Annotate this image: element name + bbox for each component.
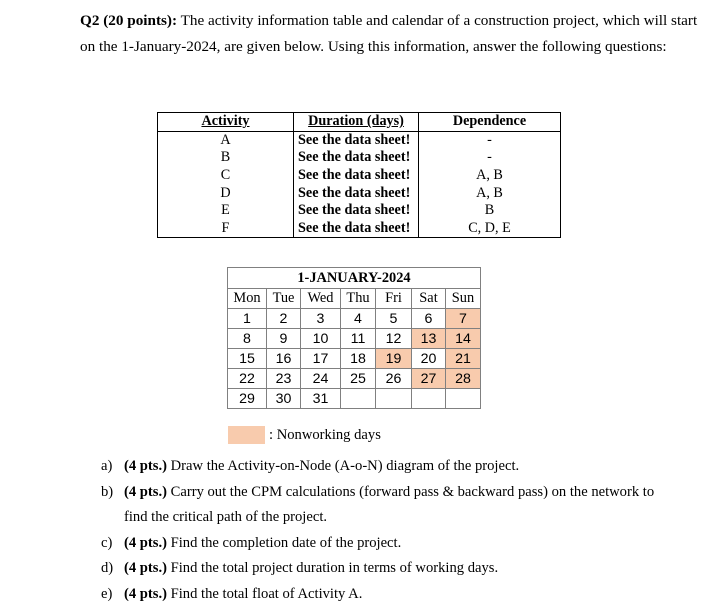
activity-cell-duration: See the data sheet! bbox=[294, 202, 419, 220]
activity-cell-dependence: B bbox=[419, 202, 561, 220]
calendar-week bbox=[228, 369, 481, 389]
calendar-date: 8 bbox=[228, 329, 267, 349]
calendar-date: 24 bbox=[301, 369, 341, 389]
calendar-date: 6 bbox=[412, 309, 446, 329]
activity-cell-duration: See the data sheet! bbox=[294, 149, 419, 167]
question-points: (4 pts.) bbox=[124, 483, 167, 500]
calendar-title: 1-JANUARY-2024 bbox=[228, 268, 481, 289]
calendar-date: 7 bbox=[446, 309, 481, 329]
activity-cell-activity: D bbox=[158, 184, 294, 202]
calendar-date: 20 bbox=[412, 349, 446, 369]
calendar-date: 18 bbox=[341, 349, 376, 369]
activity-table-header bbox=[158, 113, 561, 132]
activity-cell-activity: F bbox=[158, 220, 294, 238]
question-text: Find the total project duration in terms of working days. bbox=[166, 560, 499, 577]
activity-cell-activity: E bbox=[158, 202, 294, 220]
calendar-date: 27 bbox=[412, 369, 446, 389]
calendar-date: 11 bbox=[341, 329, 376, 349]
question-points: (4 pts.) bbox=[124, 585, 167, 602]
activity-cell-activity: C bbox=[158, 167, 294, 185]
calendar bbox=[227, 267, 481, 409]
header-activity: Activity bbox=[158, 113, 294, 132]
calendar-date: 4 bbox=[341, 309, 376, 329]
activity-row bbox=[158, 220, 561, 238]
calendar-day-header: Tue bbox=[267, 289, 301, 309]
calendar-date: 26 bbox=[376, 369, 412, 389]
activity-cell-dependence: A, B bbox=[419, 167, 561, 185]
question-item bbox=[101, 556, 661, 582]
calendar-date: 13 bbox=[412, 329, 446, 349]
calendar-date bbox=[446, 389, 481, 409]
activity-cell-duration: See the data sheet! bbox=[294, 131, 419, 149]
calendar-date: 23 bbox=[267, 369, 301, 389]
question-tag: c) bbox=[101, 534, 113, 551]
calendar-date: 22 bbox=[228, 369, 267, 389]
question-item bbox=[101, 480, 661, 531]
question-tag: e) bbox=[101, 585, 113, 602]
header-duration: Duration (days) bbox=[294, 113, 419, 132]
question-text: Find the completion date of the project. bbox=[166, 534, 402, 551]
activity-cell-duration: See the data sheet! bbox=[294, 184, 419, 202]
calendar-date: 15 bbox=[228, 349, 267, 369]
question-intro bbox=[80, 8, 700, 60]
calendar-date: 2 bbox=[267, 309, 301, 329]
question-tag: b) bbox=[101, 483, 114, 500]
calendar-date: 29 bbox=[228, 389, 267, 409]
activity-row bbox=[158, 149, 561, 167]
question-item bbox=[101, 454, 661, 480]
question-lead: Q2 (20 points): bbox=[80, 12, 178, 29]
legend-label: : Nonworking days bbox=[269, 426, 381, 443]
header-dependence: Dependence bbox=[419, 113, 561, 132]
activity-cell-duration: See the data sheet! bbox=[294, 167, 419, 185]
calendar-date: 17 bbox=[301, 349, 341, 369]
activity-cell-duration: See the data sheet! bbox=[294, 220, 419, 238]
calendar-date: 19 bbox=[376, 349, 412, 369]
calendar-date: 30 bbox=[267, 389, 301, 409]
activity-cell-activity: B bbox=[158, 149, 294, 167]
calendar-date bbox=[341, 389, 376, 409]
calendar-date: 10 bbox=[301, 329, 341, 349]
legend bbox=[228, 426, 381, 444]
calendar-date: 25 bbox=[341, 369, 376, 389]
question-points: (4 pts.) bbox=[124, 458, 167, 474]
question-text: Draw the Activity-on-Node (A-o-N) diagram of the project. bbox=[166, 458, 520, 474]
question-text: Find the total float of Activity A. bbox=[166, 585, 363, 602]
calendar-day-header: Thu bbox=[341, 289, 376, 309]
calendar-date: 3 bbox=[301, 309, 341, 329]
activity-cell-dependence: A, B bbox=[419, 184, 561, 202]
calendar-week bbox=[228, 329, 481, 349]
question-text: The activity information table and calendar of a construction project, which will start on the 1-January-2024, are given below. Using this information, answer the following questions: bbox=[80, 12, 698, 55]
calendar-date bbox=[412, 389, 446, 409]
calendar-date: 9 bbox=[267, 329, 301, 349]
calendar-day-header: Mon bbox=[228, 289, 267, 309]
calendar-day-header: Sat bbox=[412, 289, 446, 309]
calendar-day-header: Fri bbox=[376, 289, 412, 309]
activity-row bbox=[158, 184, 561, 202]
question-points: (4 pts.) bbox=[124, 560, 167, 577]
question-tag: d) bbox=[101, 560, 114, 577]
activity-cell-dependence: C, D, E bbox=[419, 220, 561, 238]
calendar-week bbox=[228, 389, 481, 409]
calendar-date: 5 bbox=[376, 309, 412, 329]
calendar-day-header: Wed bbox=[301, 289, 341, 309]
calendar-week bbox=[228, 309, 481, 329]
calendar-date bbox=[376, 389, 412, 409]
activity-cell-dependence: - bbox=[419, 131, 561, 149]
question-list bbox=[101, 454, 661, 608]
calendar-date: 31 bbox=[301, 389, 341, 409]
calendar-date: 21 bbox=[446, 349, 481, 369]
question-item bbox=[101, 582, 661, 608]
calendar-date: 28 bbox=[446, 369, 481, 389]
question-tag: a) bbox=[101, 458, 113, 474]
calendar-day-header: Sun bbox=[446, 289, 481, 309]
nonworking-swatch bbox=[228, 426, 265, 444]
question-text: Carry out the CPM calculations (forward pass & backward pass) on the network to find the critical path of the project. bbox=[124, 483, 655, 526]
calendar-date: 12 bbox=[376, 329, 412, 349]
calendar-date: 14 bbox=[446, 329, 481, 349]
activity-row bbox=[158, 202, 561, 220]
question-points: (4 pts.) bbox=[124, 534, 167, 551]
activity-cell-dependence: - bbox=[419, 149, 561, 167]
activity-cell-activity: A bbox=[158, 131, 294, 149]
calendar-date: 16 bbox=[267, 349, 301, 369]
question-item bbox=[101, 531, 661, 557]
activity-row bbox=[158, 167, 561, 185]
activity-row bbox=[158, 131, 561, 149]
calendar-date: 1 bbox=[228, 309, 267, 329]
calendar-week bbox=[228, 349, 481, 369]
activity-table bbox=[157, 112, 561, 238]
